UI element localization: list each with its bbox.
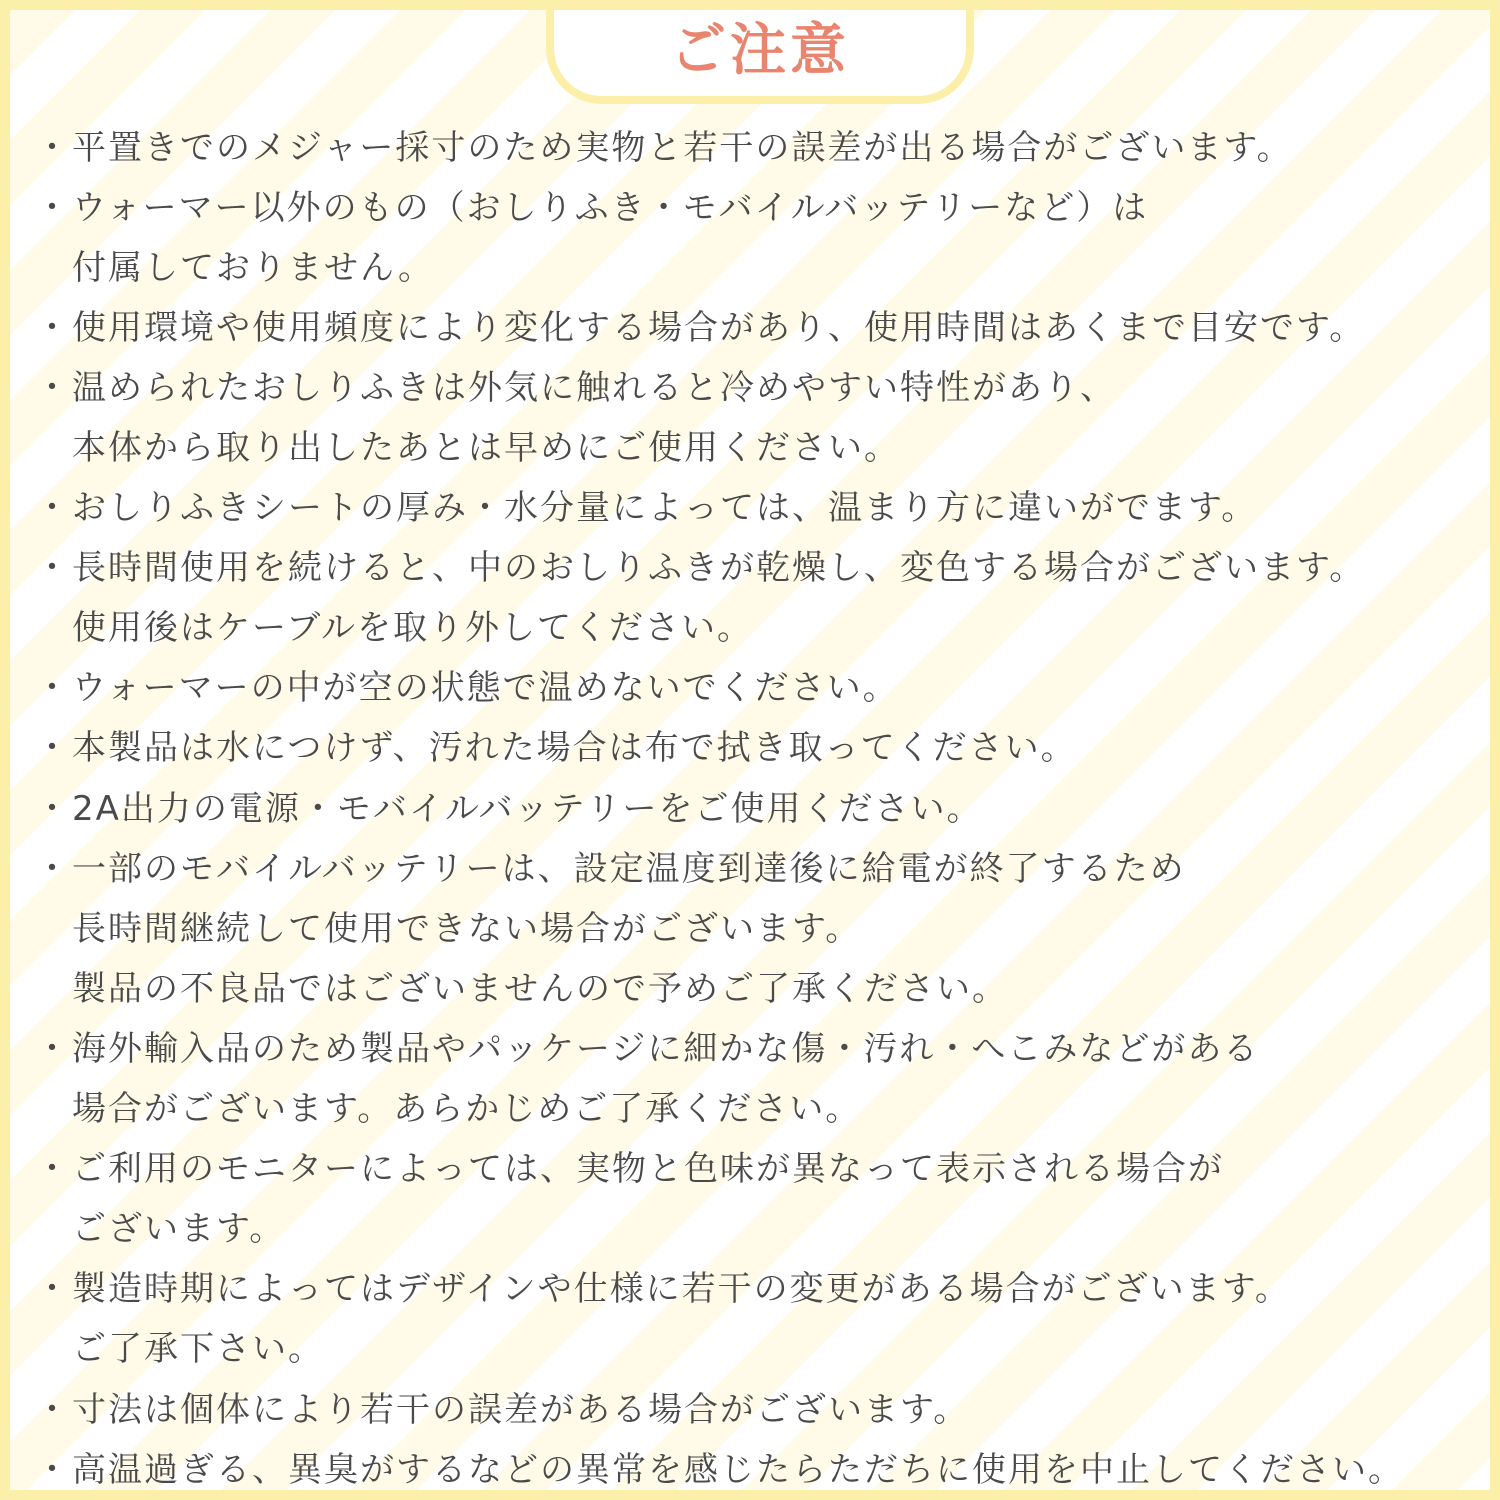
notice-text: おしりふきシートの厚み・水分量によっては、温まり方に違いがでます。 [72, 488, 1258, 529]
notice-item [34, 1436, 1470, 1496]
notice-item-continuation [34, 895, 1470, 955]
bullet-icon: ・ [35, 367, 71, 408]
page-title: ご注意 [670, 18, 850, 83]
notice-item-continuation [34, 955, 1470, 1015]
notice-item [34, 1015, 1470, 1075]
notice-text: 本体から取り出したあとは早めにご使用ください。 [72, 428, 900, 469]
notice-list [34, 114, 1470, 1496]
notice-item [34, 655, 1470, 715]
notice-item [34, 1376, 1470, 1436]
bullet-icon: ・ [35, 187, 71, 228]
notice-text: ウォーマー以外のもの（おしりふき・モバイルバッテリーなど）は [72, 187, 1149, 228]
bullet-icon: ・ [35, 488, 71, 529]
title-tab [546, 0, 974, 104]
notice-item [34, 354, 1470, 414]
notice-text: 使用環境や使用頻度により変化する場合があり、使用時間はあくまで目安です。 [72, 307, 1366, 348]
notice-text: 長時間使用を続けると、中のおしりふきが乾燥し、変色する場合がございます。 [72, 548, 1366, 589]
notice-item [34, 475, 1470, 535]
bullet-icon: ・ [35, 1269, 71, 1310]
bullet-icon: ・ [35, 127, 71, 168]
bullet-icon: ・ [35, 1449, 71, 1490]
notice-text: 付属しておりません。 [72, 247, 435, 288]
bullet-icon: ・ [35, 728, 71, 769]
notice-item [34, 535, 1470, 595]
notice-text: ご利用のモニターによっては、実物と色味が異なって表示される場合が [72, 1149, 1224, 1190]
notice-item [34, 715, 1470, 775]
notice-item [34, 294, 1470, 354]
bullet-icon: ・ [35, 307, 71, 348]
bullet-icon: ・ [35, 1149, 71, 1190]
notice-item [34, 1256, 1470, 1316]
notice-text: 温められたおしりふきは外気に触れると冷めやすい特性があり、 [72, 367, 1116, 408]
notice-item [34, 1136, 1470, 1196]
notice-item-continuation [34, 595, 1470, 655]
notice-item [34, 114, 1470, 174]
notice-text: ご了承下さい。 [72, 1329, 324, 1370]
notice-item-continuation [34, 1316, 1470, 1376]
notice-text: 長時間継続して使用できない場合がございます。 [72, 908, 862, 949]
notice-text: ございます。 [72, 1209, 286, 1250]
notice-text: 本製品は水につけず、汚れた場合は布で拭き取ってください。 [72, 728, 1077, 769]
notice-text: 使用後はケーブルを取り外してください。 [72, 608, 753, 649]
bullet-icon: ・ [35, 548, 71, 589]
bullet-icon: ・ [35, 848, 71, 889]
bullet-icon: ・ [35, 1028, 71, 1069]
notice-text: 2A出力の電源・モバイルバッテリーをご使用ください。 [72, 788, 983, 829]
notice-item-continuation [34, 414, 1470, 474]
bullet-icon: ・ [35, 1389, 71, 1430]
notice-item-continuation [34, 1076, 1470, 1136]
notice-text: 一部のモバイルバッテリーは、設定温度到達後に給電が終了するため [72, 848, 1186, 889]
notice-item [34, 775, 1470, 835]
notice-text: 製造時期によってはデザインや仕様に若干の変更がある場合がございます。 [72, 1269, 1291, 1310]
notice-item [34, 174, 1470, 234]
notice-item-continuation [34, 1196, 1470, 1256]
notice-item-continuation [34, 234, 1470, 294]
notice-text: 寸法は個体により若干の誤差がある場合がございます。 [72, 1389, 970, 1430]
notice-item [34, 835, 1470, 895]
bullet-icon: ・ [35, 668, 71, 709]
notice-text: ウォーマーの中が空の状態で温めないでください。 [72, 668, 899, 709]
notice-text: 海外輸入品のため製品やパッケージに細かな傷・汚れ・へこみなどがある [72, 1028, 1260, 1069]
notice-text: 高温過ぎる、異臭がするなどの異常を感じたらただちに使用を中止してください。 [72, 1449, 1404, 1490]
bullet-icon: ・ [35, 788, 71, 829]
notice-text: 製品の不良品ではございませんので予めご了承ください。 [72, 968, 1008, 1009]
notice-text: 場合がございます。あらかじめご了承ください。 [72, 1089, 862, 1130]
notice-text: 平置きでのメジャー採寸のため実物と若干の誤差が出る場合がございます。 [72, 127, 1293, 168]
